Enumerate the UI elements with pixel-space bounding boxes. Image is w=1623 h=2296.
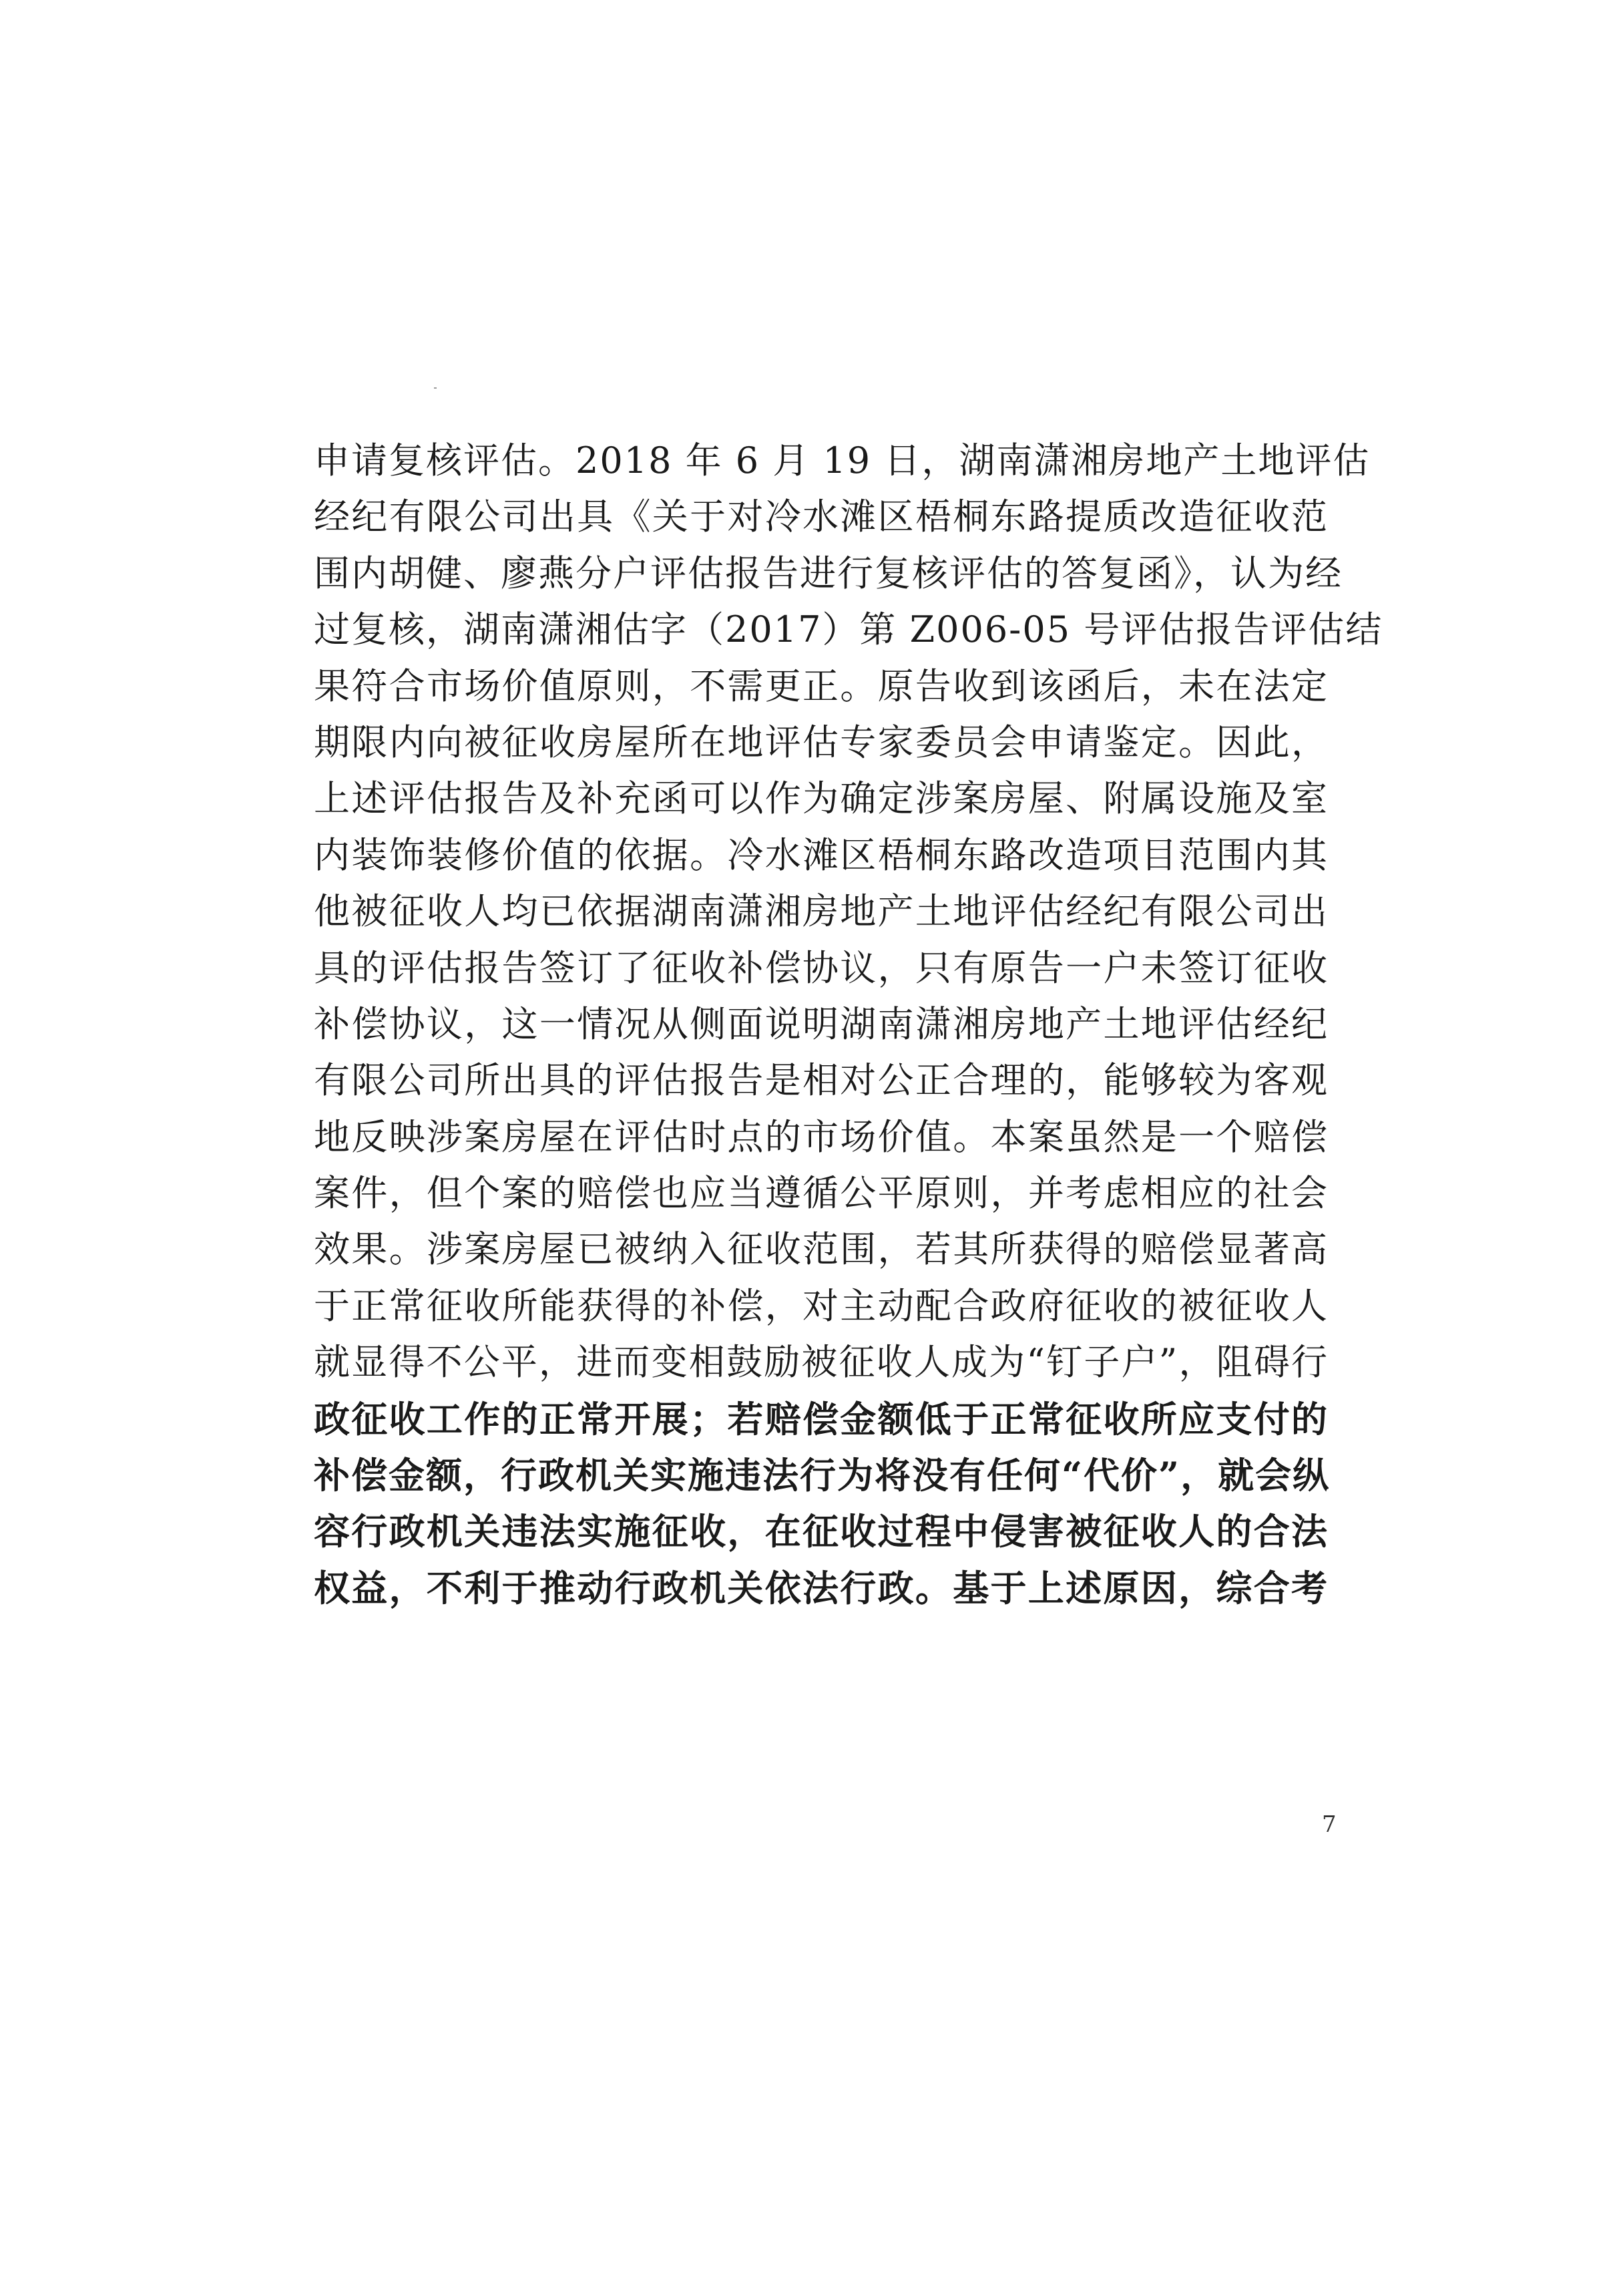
text-line: 于正常征收所能获得的补偿，对主动配合政府征收的被征收人 xyxy=(314,1284,1329,1327)
page-number: 7 xyxy=(1322,1811,1337,1838)
text-line: 就显得不公平，进而变相鼓励被征收人成为“钉子户”，阻碍行 xyxy=(314,1341,1329,1384)
text-line: 申请复核评估。2018 年 6 月 19 日，湖南潇湘房地产土地评估 xyxy=(314,439,1371,482)
text-line: 具的评估报告签订了征收补偿协议，只有原告一户未签订征收 xyxy=(314,946,1329,989)
text-line: 过复核，湖南潇湘估字（2017）第 Z006-05 号评估报告评估结 xyxy=(314,608,1383,651)
text-line: 权益，不利于推动行政机关依法行政。基于上述原因，综合考 xyxy=(314,1566,1329,1609)
text-line: 地反映涉案房屋在评估时点的市场价值。本案虽然是一个赔偿 xyxy=(314,1115,1329,1158)
text-line: 效果。涉案房屋已被纳入征收范围，若其所获得的赔偿显著高 xyxy=(314,1228,1329,1271)
text-line: 他被征收人均已依据湖南潇湘房地产土地评估经纪有限公司出 xyxy=(314,890,1329,933)
text-line: 案件，但个案的赔偿也应当遵循公平原则，并考虑相应的社会 xyxy=(314,1172,1329,1215)
scan-artifact-mark xyxy=(434,387,437,389)
text-line: 期限内向被征收房屋所在地评估专家委员会申请鉴定。因此， xyxy=(314,721,1329,763)
body-paragraph xyxy=(314,433,1383,1616)
text-line: 有限公司所出具的评估报告是相对公正合理的，能够较为客观 xyxy=(314,1059,1329,1102)
text-line: 围内胡健、廖燕分户评估报告进行复核评估的答复函》，认为经 xyxy=(314,552,1343,594)
text-line: 经纪有限公司出具《关于对冷水滩区梧桐东路提质改造征收范 xyxy=(314,496,1329,538)
text-line: 补偿金额，行政机关实施违法行为将没有任何“代价”，就会纵 xyxy=(314,1454,1331,1497)
text-line: 补偿协议，这一情况从侧面说明湖南潇湘房地产土地评估经纪 xyxy=(314,1002,1329,1045)
text-line: 果符合市场价值原则，不需更正。原告收到该函后，未在法定 xyxy=(314,664,1329,707)
text-line: 容行政机关违法实施征收，在征收过程中侵害被征收人的合法 xyxy=(314,1510,1329,1553)
text-line: 内装饰装修价值的依据。冷水滩区梧桐东路改造项目范围内其 xyxy=(314,833,1329,876)
text-line: 上述评估报告及补充函可以作为确定涉案房屋、附属设施及室 xyxy=(314,777,1329,820)
text-line: 政征收工作的正常开展；若赔偿金额低于正常征收所应支付的 xyxy=(314,1397,1329,1441)
